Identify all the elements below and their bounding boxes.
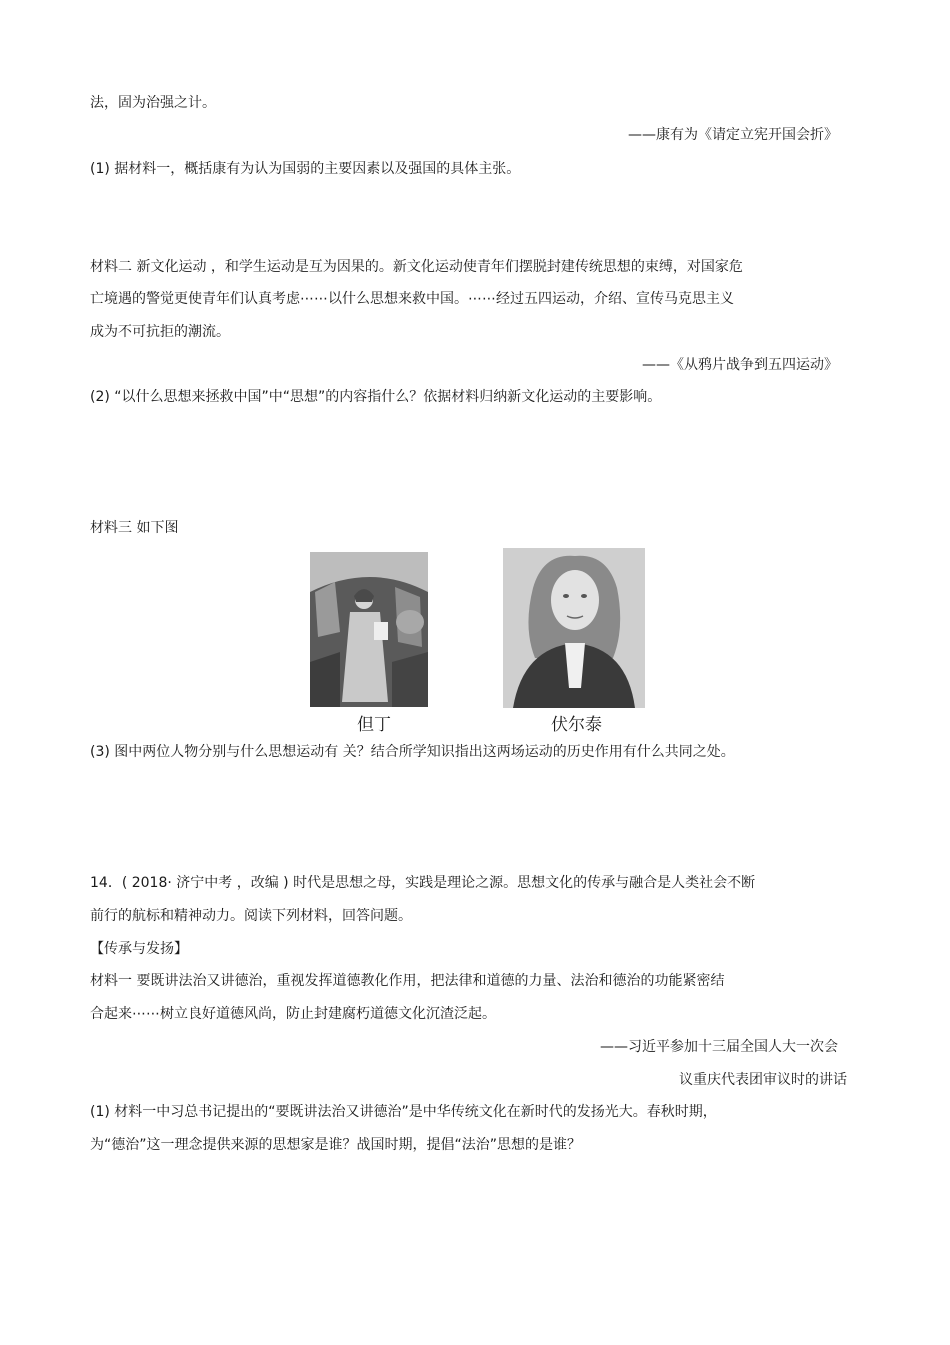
question-14-intro-1: 14．( 2018· 济宁中考 ，改编 ) 时代是思想之母，实践是理论之源。思想文化的传承与融合是人类社会不断	[90, 875, 756, 891]
source-citation: ——习近平参加十三届全国人大一次会	[600, 1039, 838, 1055]
source-citation: ——康有为《请定立宪开国会折》	[628, 127, 838, 143]
dante-painting-icon	[310, 552, 428, 707]
question-14-intro-2: 前行的航标和精神动力。阅读下列材料，回答问题。	[90, 908, 412, 924]
question-2: (2) “以什么思想来拯救中国”中“思想”的内容指什么？依据材料归纳新文化运动的主要影响。	[90, 389, 662, 405]
material-2-line-2: 亡境遇的警觉更使青年们认真考虑⋯⋯以什么思想来救中国。⋯⋯经过五四运动，介绍、宣传马克思主义	[90, 291, 734, 307]
question-14-1-line-2: 为“德治”这一理念提供来源的思想家是谁？战国时期，提倡“法治”思想的是谁？	[90, 1137, 582, 1153]
voltaire-portrait	[503, 548, 645, 708]
material-3-label: 材料三 如下图	[90, 520, 179, 536]
source-citation: ——《从鸦片战争到五四运动》	[642, 357, 838, 373]
text-line: 法，固为治强之计。	[90, 95, 216, 111]
section-heading: 【传承与发扬】	[90, 941, 188, 957]
source-citation: 议重庆代表团审议时的讲话	[679, 1072, 847, 1088]
dante-caption: 但丁	[357, 715, 391, 735]
material-1-line-2: 合起来⋯⋯树立良好道德风尚，防止封建腐朽道德文化沉渣泛起。	[90, 1006, 496, 1022]
question-1: (1) 据材料一，概括康有为认为国弱的主要因素以及强国的具体主张。	[90, 161, 521, 177]
voltaire-painting-icon	[503, 548, 645, 708]
material-2-line-3: 成为不可抗拒的潮流。	[90, 324, 230, 340]
voltaire-caption: 伏尔泰	[551, 715, 602, 735]
material-2-line-1: 材料二 新文化运动 ，和学生运动是互为因果的。新文化运动使青年们摆脱封建传统思想的束缚，对国家危	[90, 259, 743, 275]
material-1-line-1: 材料一 要既讲法治又讲德治，重视发挥道德教化作用，把法律和道德的力量、法治和德治的功能紧密结	[90, 973, 725, 989]
question-3: (3) 图中两位人物分别与什么思想运动有 关？结合所学知识指出这两场运动的历史作用有什么共同之处。	[90, 744, 735, 760]
dante-portrait	[310, 552, 428, 707]
question-14-1-line-1: (1) 材料一中习总书记提出的“要既讲法治又讲德治”是中华传统文化在新时代的发扬光大。春秋时期，	[90, 1104, 717, 1120]
